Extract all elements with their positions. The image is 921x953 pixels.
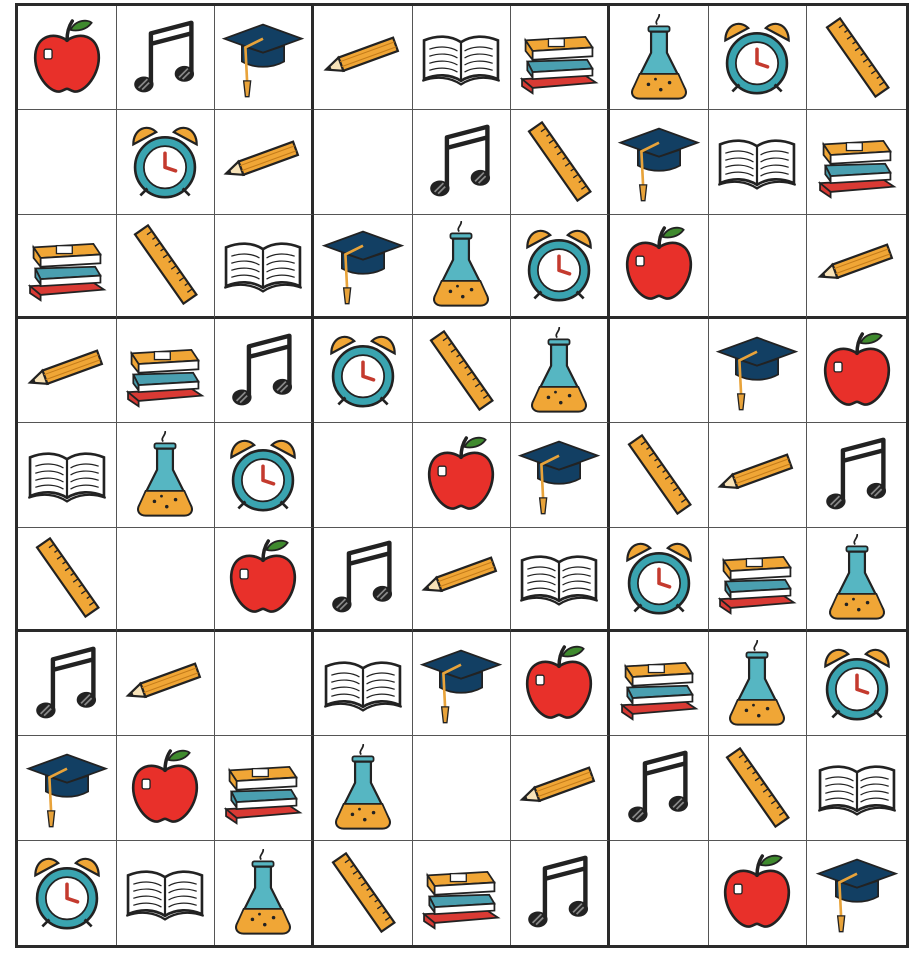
grid-cell-r1c6[interactable] <box>511 6 610 110</box>
grid-cell-r8c5[interactable] <box>413 736 512 840</box>
music-note-icon <box>121 14 209 102</box>
book-stack-icon <box>615 640 703 728</box>
grid-cell-r3c7[interactable] <box>610 215 709 319</box>
grid-cell-r3c9[interactable] <box>807 215 906 319</box>
grid-cell-r2c4[interactable] <box>314 110 413 214</box>
alarm-clock-icon <box>615 534 703 622</box>
open-book-icon <box>23 431 111 519</box>
grid-cell-r4c2[interactable] <box>117 319 216 423</box>
grid-cell-r4c5[interactable] <box>413 319 512 423</box>
grid-cell-r1c5[interactable] <box>413 6 512 110</box>
pencil-icon <box>515 744 603 832</box>
apple-icon <box>515 640 603 728</box>
grid-cell-r6c1[interactable] <box>18 528 117 632</box>
apple-icon <box>121 744 209 832</box>
grid-cell-r5c4[interactable] <box>314 423 413 527</box>
grid-cell-r9c3[interactable] <box>215 841 314 945</box>
music-note-icon <box>219 327 307 415</box>
grid-cell-r4c1[interactable] <box>18 319 117 423</box>
music-note-icon <box>813 431 901 519</box>
grid-cell-r6c4[interactable] <box>314 528 413 632</box>
pencil-icon <box>219 118 307 206</box>
grid-cell-r7c1[interactable] <box>18 632 117 736</box>
grid-cell-r9c2[interactable] <box>117 841 216 945</box>
grid-cell-r9c5[interactable] <box>413 841 512 945</box>
alarm-clock-icon <box>219 431 307 519</box>
apple-icon <box>219 534 307 622</box>
music-note-icon <box>515 849 603 937</box>
grid-cell-r3c2[interactable] <box>117 215 216 319</box>
grid-cell-r6c3[interactable] <box>215 528 314 632</box>
book-stack-icon <box>813 118 901 206</box>
grid-cell-r9c8[interactable] <box>709 841 808 945</box>
graduation-cap-icon <box>23 744 111 832</box>
book-stack-icon <box>515 14 603 102</box>
open-book-icon <box>813 744 901 832</box>
grid-cell-r6c8[interactable] <box>709 528 808 632</box>
grid-cell-r8c3[interactable] <box>215 736 314 840</box>
grid-cell-r7c4[interactable] <box>314 632 413 736</box>
grid-cell-r8c9[interactable] <box>807 736 906 840</box>
grid-cell-r4c4[interactable] <box>314 319 413 423</box>
grid-cell-r8c4[interactable] <box>314 736 413 840</box>
graduation-cap-icon <box>615 118 703 206</box>
grid-cell-r1c4[interactable] <box>314 6 413 110</box>
grid-cell-r7c6[interactable] <box>511 632 610 736</box>
flask-icon <box>813 534 901 622</box>
sudoku-board <box>15 3 909 948</box>
graduation-cap-icon <box>417 640 505 728</box>
music-note-icon <box>615 744 703 832</box>
grid-cell-r2c2[interactable] <box>117 110 216 214</box>
graduation-cap-icon <box>515 431 603 519</box>
grid-cell-r3c4[interactable] <box>314 215 413 319</box>
open-book-icon <box>319 640 407 728</box>
grid-cell-r6c7[interactable] <box>610 528 709 632</box>
grid-cell-r7c3[interactable] <box>215 632 314 736</box>
alarm-clock-icon <box>713 14 801 102</box>
grid-cell-r6c6[interactable] <box>511 528 610 632</box>
flask-icon <box>417 221 505 309</box>
apple-icon <box>713 849 801 937</box>
grid-cell-r1c7[interactable] <box>610 6 709 110</box>
flask-icon <box>219 849 307 937</box>
ruler-icon <box>813 14 901 102</box>
grid-cell-r1c8[interactable] <box>709 6 808 110</box>
pencil-icon <box>121 640 209 728</box>
grid-cell-r2c7[interactable] <box>610 110 709 214</box>
ruler-icon <box>319 849 407 937</box>
grid-cell-r5c5[interactable] <box>413 423 512 527</box>
apple-icon <box>417 431 505 519</box>
grid-cell-r5c1[interactable] <box>18 423 117 527</box>
graduation-cap-icon <box>219 14 307 102</box>
grid-cell-r8c8[interactable] <box>709 736 808 840</box>
grid-cell-r8c6[interactable] <box>511 736 610 840</box>
book-stack-icon <box>219 744 307 832</box>
grid-cell-r3c8[interactable] <box>709 215 808 319</box>
grid-cell-r9c1[interactable] <box>18 841 117 945</box>
grid-cell-r6c5[interactable] <box>413 528 512 632</box>
open-book-icon <box>713 118 801 206</box>
pencil-icon <box>713 431 801 519</box>
grid-cell-r5c8[interactable] <box>709 423 808 527</box>
alarm-clock-icon <box>515 221 603 309</box>
grid-cell-r7c7[interactable] <box>610 632 709 736</box>
alarm-clock-icon <box>121 118 209 206</box>
ruler-icon <box>417 327 505 415</box>
flask-icon <box>319 744 407 832</box>
grid-cell-r2c8[interactable] <box>709 110 808 214</box>
ruler-icon <box>713 744 801 832</box>
grid-cell-r2c9[interactable] <box>807 110 906 214</box>
grid-cell-r5c6[interactable] <box>511 423 610 527</box>
alarm-clock-icon <box>813 640 901 728</box>
ruler-icon <box>515 118 603 206</box>
grid-cell-r9c9[interactable] <box>807 841 906 945</box>
grid-cell-r7c8[interactable] <box>709 632 808 736</box>
ruler-icon <box>121 221 209 309</box>
grid-cell-r8c7[interactable] <box>610 736 709 840</box>
alarm-clock-icon <box>23 849 111 937</box>
grid-cell-r2c1[interactable] <box>18 110 117 214</box>
grid-cell-r2c3[interactable] <box>215 110 314 214</box>
graduation-cap-icon <box>813 849 901 937</box>
grid-cell-r4c8[interactable] <box>709 319 808 423</box>
book-stack-icon <box>713 534 801 622</box>
grid-cell-r9c4[interactable] <box>314 841 413 945</box>
alarm-clock-icon <box>319 327 407 415</box>
grid-cell-r3c1[interactable] <box>18 215 117 319</box>
grid-cell-r4c3[interactable] <box>215 319 314 423</box>
grid-cell-r7c5[interactable] <box>413 632 512 736</box>
grid-cell-r9c7[interactable] <box>610 841 709 945</box>
grid-cell-r4c6[interactable] <box>511 319 610 423</box>
flask-icon <box>515 327 603 415</box>
flask-icon <box>713 640 801 728</box>
grid-cell-r5c7[interactable] <box>610 423 709 527</box>
grid-cell-r1c9[interactable] <box>807 6 906 110</box>
grid-cell-r1c2[interactable] <box>117 6 216 110</box>
music-note-icon <box>319 534 407 622</box>
grid-cell-r9c6[interactable] <box>511 841 610 945</box>
music-note-icon <box>23 640 111 728</box>
apple-icon <box>23 14 111 102</box>
ruler-icon <box>23 534 111 622</box>
music-note-icon <box>417 118 505 206</box>
book-stack-icon <box>417 849 505 937</box>
ruler-icon <box>615 431 703 519</box>
open-book-icon <box>417 14 505 102</box>
grid-cell-r7c9[interactable] <box>807 632 906 736</box>
grid-cell-r1c1[interactable] <box>18 6 117 110</box>
graduation-cap-icon <box>319 221 407 309</box>
book-stack-icon <box>121 327 209 415</box>
grid-cell-r4c9[interactable] <box>807 319 906 423</box>
pencil-icon <box>319 14 407 102</box>
grid-cell-r6c2[interactable] <box>117 528 216 632</box>
grid-cell-r8c2[interactable] <box>117 736 216 840</box>
open-book-icon <box>219 221 307 309</box>
grid-cell-r8c1[interactable] <box>18 736 117 840</box>
flask-icon <box>615 14 703 102</box>
grid-cell-r4c7[interactable] <box>610 319 709 423</box>
book-stack-icon <box>23 221 111 309</box>
grid-cell-r5c3[interactable] <box>215 423 314 527</box>
graduation-cap-icon <box>713 327 801 415</box>
grid-cell-r3c5[interactable] <box>413 215 512 319</box>
grid-cell-r2c6[interactable] <box>511 110 610 214</box>
open-book-icon <box>515 534 603 622</box>
grid-cell-r1c3[interactable] <box>215 6 314 110</box>
pencil-icon <box>813 221 901 309</box>
pencil-icon <box>23 327 111 415</box>
open-book-icon <box>121 849 209 937</box>
grid-cell-r5c9[interactable] <box>807 423 906 527</box>
grid-cell-r3c6[interactable] <box>511 215 610 319</box>
apple-icon <box>813 327 901 415</box>
grid-cell-r2c5[interactable] <box>413 110 512 214</box>
pencil-icon <box>417 534 505 622</box>
flask-icon <box>121 431 209 519</box>
grid-cell-r5c2[interactable] <box>117 423 216 527</box>
grid-cell-r6c9[interactable] <box>807 528 906 632</box>
apple-icon <box>615 221 703 309</box>
grid-cell-r7c2[interactable] <box>117 632 216 736</box>
grid-cell-r3c3[interactable] <box>215 215 314 319</box>
